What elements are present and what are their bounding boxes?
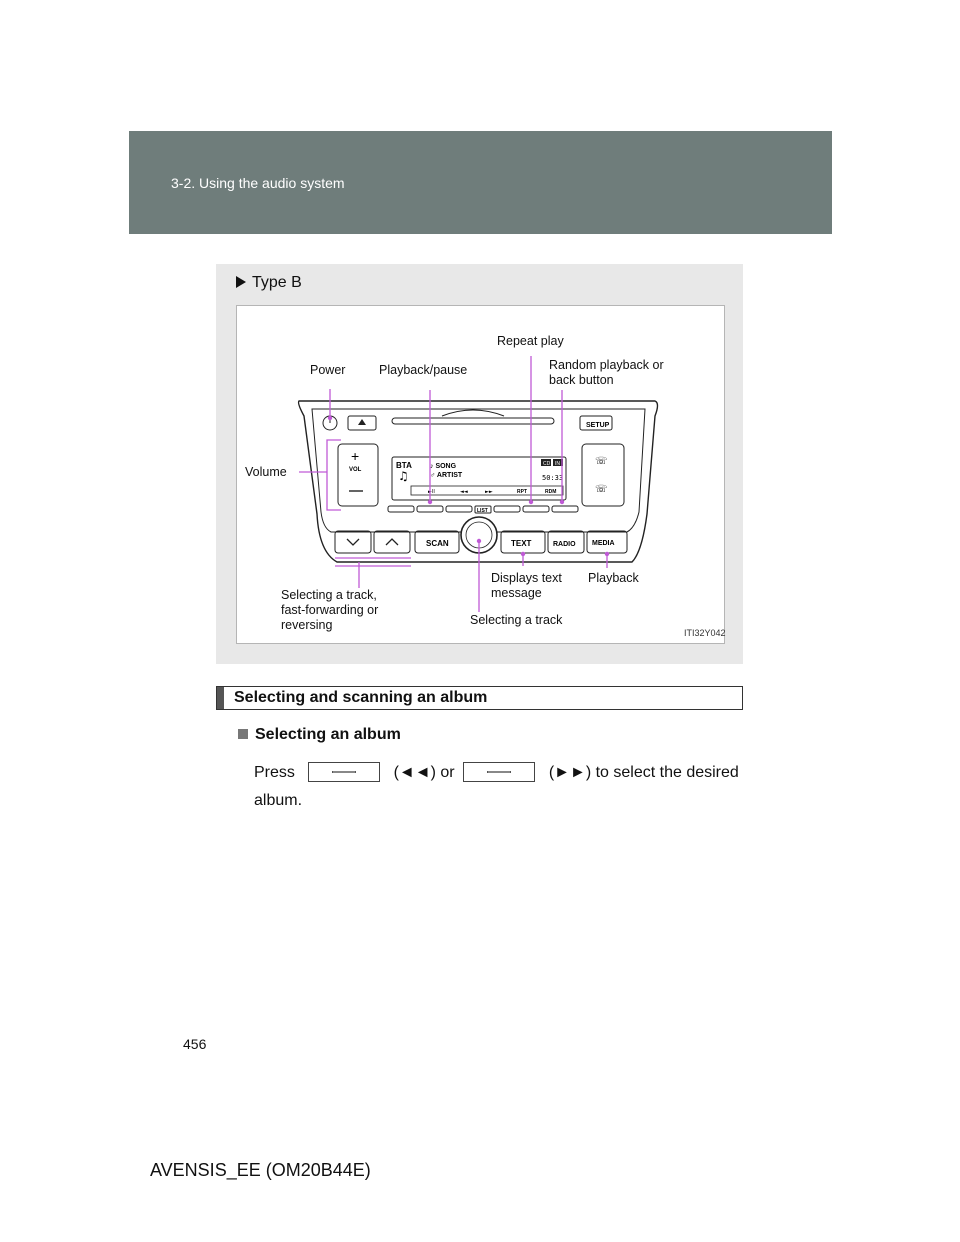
radio-text: RADIO [553, 541, 576, 548]
preset-button-forward-icon [463, 762, 535, 782]
image-code: ITI32Y042 [684, 628, 726, 638]
display-in: IN [555, 461, 560, 467]
display-artist: ♂ ARTIST [430, 472, 463, 479]
callout-selecting-track-line2: fast-forwarding or [281, 603, 379, 617]
svg-text:♫: ♫ [398, 469, 409, 483]
section-title-bar [216, 686, 743, 710]
scan-text: SCAN [426, 539, 449, 548]
section-title-marker [217, 687, 224, 709]
callout-playback: Playback [588, 571, 639, 585]
callout-selecting-track [281, 588, 378, 633]
callout-displays-text [491, 571, 562, 601]
list-text: LIST [477, 508, 488, 514]
bullet-heading-text: Selecting an album [255, 726, 401, 743]
type-label-text: Type B [252, 274, 302, 291]
vol-text: VOL [349, 467, 362, 473]
callout-selecting-track-line3: reversing [281, 618, 333, 632]
svg-text:►►: ►► [485, 489, 493, 495]
instruction-line-end: album. [254, 792, 303, 809]
callout-playback-pause: Playback/pause [379, 363, 468, 377]
display-song: ♪ SONG [430, 463, 457, 470]
audio-unit-figure [236, 305, 725, 644]
bullet-heading [238, 726, 401, 744]
display-rdm: RDM [545, 489, 557, 495]
instruction-forward: (►►) to select the desired [548, 764, 739, 781]
svg-text:►II: ►II [428, 489, 435, 495]
instruction-line [254, 762, 740, 782]
callout-repeat-play: Repeat play [497, 334, 564, 348]
callout-volume: Volume [245, 465, 287, 479]
page-number: 456 [183, 1036, 207, 1052]
instruction-press: Press [254, 764, 295, 781]
setup-text: SETUP [586, 422, 610, 429]
type-label [236, 274, 302, 292]
display-rpt: RPT [517, 489, 527, 495]
display-time: 50:33 [542, 474, 564, 482]
svg-text:◄◄: ◄◄ [460, 489, 468, 495]
svg-text:☏: ☏ [595, 484, 608, 495]
callout-power: Power [310, 363, 346, 377]
callout-displays-text-line1: Displays text [491, 571, 562, 585]
section-title: Selecting and scanning an album [234, 689, 488, 706]
text-text: TEXT [511, 539, 532, 548]
figure-panel [216, 264, 743, 664]
square-bullet-icon [238, 729, 248, 739]
section-header-bar [129, 131, 832, 234]
callout-random-back [549, 358, 664, 388]
callout-selecting-a-track: Selecting a track [470, 613, 563, 627]
footer-manual-code: AVENSIS_EE (OM20B44E) [150, 1160, 371, 1180]
callout-selecting-track-line1: Selecting a track, [281, 588, 377, 602]
callout-displays-text-line2: message [491, 586, 542, 600]
svg-text:☏: ☏ [595, 456, 608, 467]
callout-random-line1: Random playback or [549, 358, 664, 372]
callout-random-line2: back button [549, 373, 614, 387]
display-bta: BTA [396, 461, 412, 470]
triangle-right-icon [236, 276, 246, 288]
media-text: MEDIA [592, 540, 615, 547]
display-cd: CD [543, 461, 551, 467]
section-header-text: 3-2. Using the audio system [171, 175, 345, 191]
instruction-back: (◄◄) or [393, 764, 455, 781]
vol-plus: + [351, 448, 360, 464]
preset-button-back-icon [308, 762, 380, 782]
